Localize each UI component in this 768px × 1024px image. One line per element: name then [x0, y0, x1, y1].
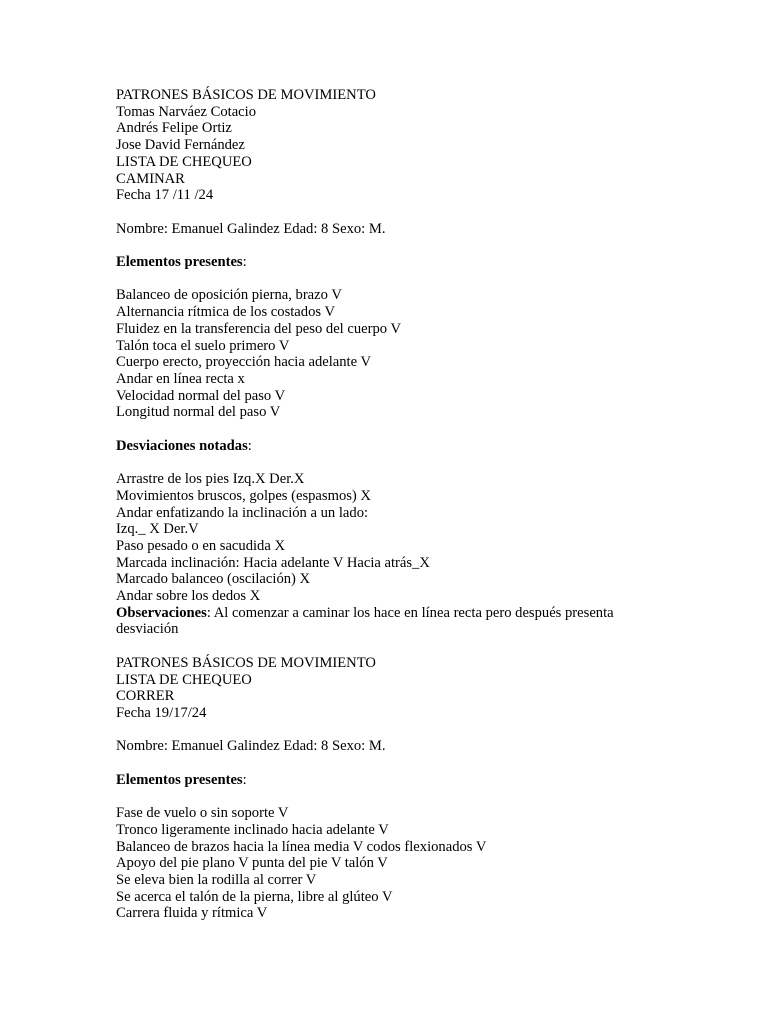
spacer	[116, 722, 656, 739]
walk-present-list	[116, 287, 656, 421]
list-item: Carrera fluida y rítmica V	[116, 905, 268, 922]
list-item: Alternancia rítmica de los costados V	[116, 304, 335, 321]
walk-observations	[116, 605, 656, 638]
list-item: Balanceo de brazos hacia la línea media V codos flexionados V	[116, 838, 487, 855]
list-item: Longitud normal del paso V	[116, 404, 281, 421]
run-present-list	[116, 805, 656, 922]
spacer	[116, 788, 656, 805]
spacer	[116, 454, 656, 471]
list-item: Movimientos bruscos, golpes (espasmos) X	[116, 487, 371, 504]
walk-deviations-heading: Desviaciones notadas	[116, 437, 248, 454]
list-item: Arrastre de los pies Izq.X Der.X	[116, 471, 305, 488]
list-item: Se eleva bien la rodilla al correr V	[116, 871, 317, 888]
run-title: PATRONES BÁSICOS DE MOVIMIENTO	[116, 654, 376, 671]
walk-deviations-list	[116, 471, 656, 605]
walk-subject: Nombre: Emanuel Galindez Edad: 8 Sexo: M.	[116, 220, 386, 237]
run-subject: Nombre: Emanuel Galindez Edad: 8 Sexo: M.	[116, 738, 386, 755]
run-present-heading: Elementos presentes	[116, 771, 243, 788]
list-item: Marcada inclinación: Hacia adelante V Hacia atrás_X	[116, 554, 430, 571]
run-present-heading-line	[116, 772, 656, 789]
list-item: Izq._ X Der.V	[116, 521, 199, 538]
list-item: Balanceo de oposición pierna, brazo V	[116, 287, 342, 304]
list-item: Andar en línea recta x	[116, 370, 245, 387]
walk-author-1: Tomas Narváez Cotacio	[116, 103, 256, 120]
walk-author-2: Andrés Felipe Ortiz	[116, 120, 232, 137]
list-item: Fluidez en la transferencia del peso del cuerpo V	[116, 320, 402, 337]
run-list-title: LISTA DE CHEQUEO	[116, 671, 252, 688]
list-item: Velocidad normal del paso V	[116, 387, 286, 404]
spacer	[116, 638, 656, 655]
run-activity: CORRER	[116, 688, 175, 705]
walk-date: Fecha 17 /11 /24	[116, 187, 214, 204]
walk-title: PATRONES BÁSICOS DE MOVIMIENTO	[116, 87, 376, 103]
list-item: Apoyo del pie plano V punta del pie V talón V	[116, 855, 388, 872]
walk-observations-label: Observaciones	[116, 604, 207, 621]
list-item: Andar sobre los dedos X	[116, 588, 261, 605]
heading-colon: :	[242, 254, 247, 270]
walk-activity: CAMINAR	[116, 170, 185, 187]
list-item: Fase de vuelo o sin soporte V	[116, 805, 289, 822]
spacer	[116, 204, 656, 221]
walk-observations-text: : Al comenzar a caminar los hace en línea recta pero después presenta desviación	[116, 604, 614, 638]
list-item: Talón toca el suelo primero V	[116, 337, 290, 354]
document-page	[116, 87, 656, 922]
spacer	[116, 237, 656, 254]
list-item: Se acerca el talón de la pierna, libre al glúteo V	[116, 888, 393, 905]
walk-present-heading-line	[116, 254, 656, 271]
list-item: Andar enfatizando la inclinación a un lado:	[116, 504, 369, 521]
list-item: Marcado balanceo (oscilación) X	[116, 571, 311, 588]
heading-colon: :	[242, 771, 247, 788]
walk-present-heading: Elementos presentes	[116, 254, 243, 270]
spacer	[116, 271, 656, 288]
list-item: Paso pesado o en sacudida X	[116, 537, 286, 554]
spacer	[116, 421, 656, 438]
list-item: Tronco ligeramente inclinado hacia adelante V	[116, 821, 389, 838]
walk-deviations-heading-line	[116, 438, 656, 455]
list-item: Cuerpo erecto, proyección hacia adelante V	[116, 354, 371, 371]
heading-colon: :	[247, 437, 252, 454]
walk-list-title: LISTA DE CHEQUEO	[116, 153, 252, 170]
walk-author-3: Jose David Fernández	[116, 137, 245, 154]
spacer	[116, 755, 656, 772]
run-date: Fecha 19/17/24	[116, 704, 207, 721]
